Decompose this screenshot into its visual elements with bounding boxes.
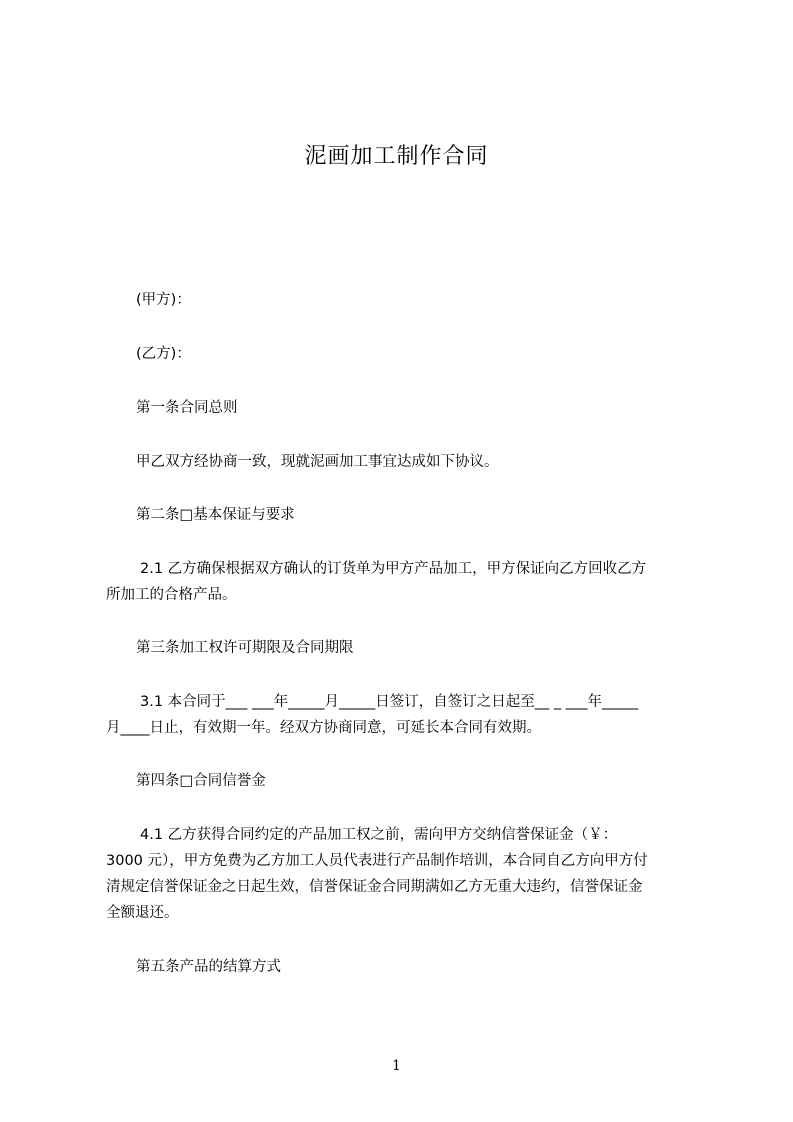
document-title: 泥画加工制作合同: [304, 144, 489, 169]
article-3-heading: 第三条加工权许可期限及合同期限: [136, 640, 354, 656]
article-4-heading: 第四条□合同信誉金: [136, 773, 266, 789]
clause-3-1-line-1: 3.1 本合同于___ ___年_____月_____日签订，自签订之日起至__ _ ___年_____: [140, 694, 639, 710]
article-2-heading: 第二条□基本保证与要求: [136, 507, 295, 523]
page-number: 1: [392, 1058, 401, 1074]
clause-2-1-line-2: 所加工的合格产品。: [106, 587, 237, 603]
clause-4-1-line-2: 3000 元），甲方免费为乙方加工人员代表进行产品制作培训，本合同自乙方向甲方付: [106, 853, 648, 869]
party-a-line: (甲方)：: [136, 292, 191, 308]
clause-4-1-line-3: 清规定信誉保证金之日起生效，信誉保证金合同期满如乙方无重大违约，信誉保证金: [106, 879, 643, 895]
clause-3-1-line-2: 月____日止，有效期一年。经双方协商同意，可延长本合同有效期。: [106, 720, 541, 736]
article-1-heading: 第一条合同总则: [136, 400, 238, 416]
party-b-line: (乙方)：: [136, 346, 191, 362]
clause-4-1-line-1: 4.1 乙方获得合同约定的产品加工权之前，需向甲方交纳信誉保证金（￥：: [140, 827, 618, 843]
article-1-text: 甲乙双方经协商一致，现就泥画加工事宜达成如下协议。: [136, 454, 499, 470]
clause-2-1-line-1: 2.1 乙方确保根据双方确认的订货单为甲方产品加工，甲方保证向乙方回收乙方: [140, 561, 647, 577]
clause-4-1-line-4: 全额退还。: [106, 905, 179, 921]
article-5-heading: 第五条产品的结算方式: [136, 959, 281, 975]
